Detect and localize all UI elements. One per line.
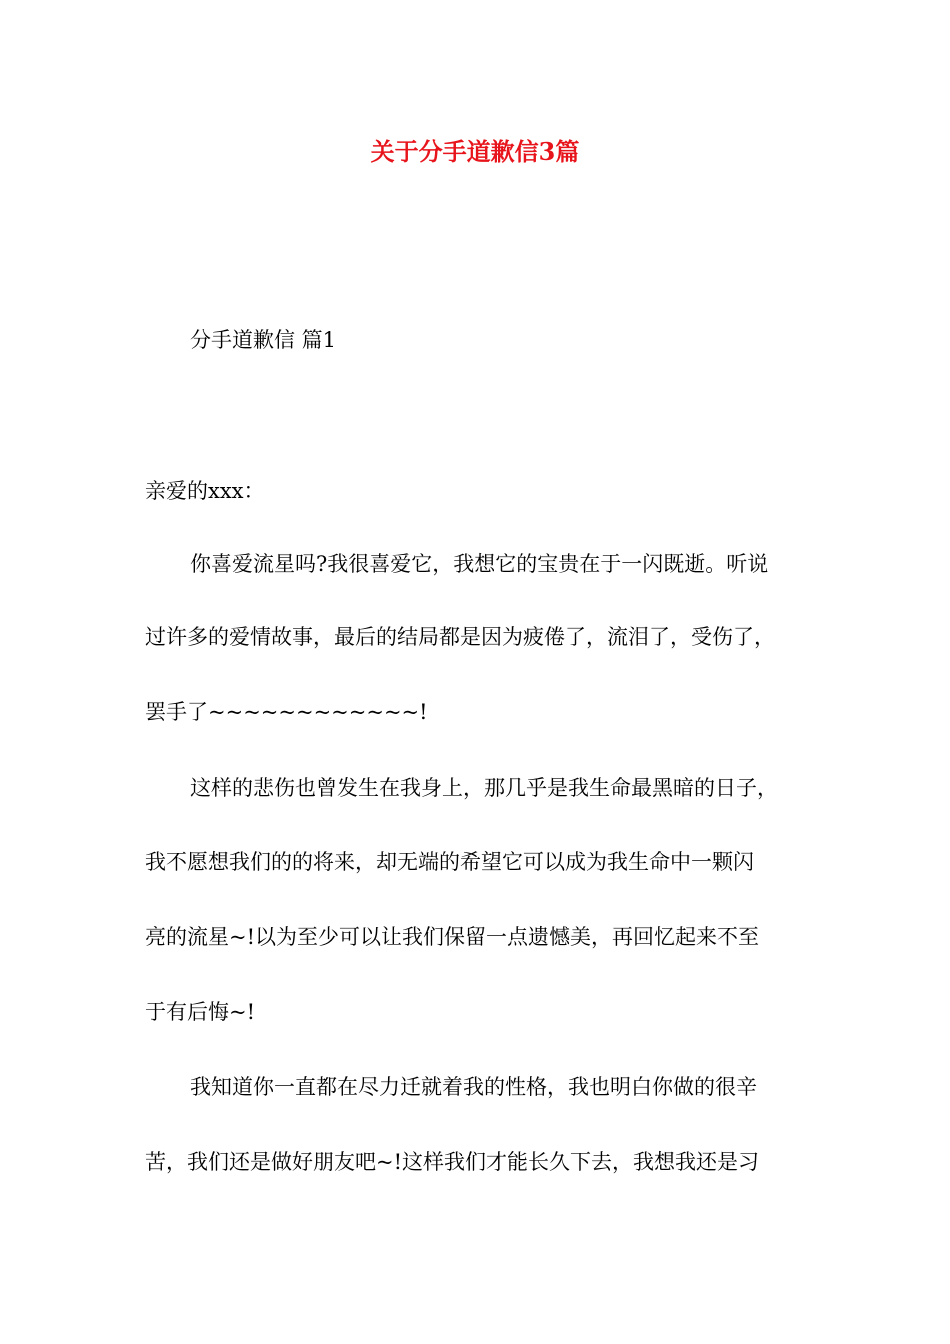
paragraph-line: 过许多的爱情故事，最后的结局都是因为疲倦了，流泪了，受伤了， xyxy=(145,625,775,649)
paragraph-line: 于有后悔~! xyxy=(145,1000,256,1024)
paragraph-line: 亮的流星~!以为至少可以让我们保留一点遗憾美，再回忆起来不至 xyxy=(145,925,760,949)
salutation: 亲爱的xxx： xyxy=(145,479,265,503)
paragraph-line: 我知道你一直都在尽力迁就着我的性格，我也明白你做的很辛 xyxy=(190,1075,757,1099)
section-heading: 分手道歉信 篇1 xyxy=(190,328,337,352)
paragraph-line: 你喜爱流星吗?我很喜爱它，我想它的宝贵在于一闪既逝。听说 xyxy=(190,552,769,576)
paragraph-line: 这样的悲伤也曾发生在我身上，那几乎是我生命最黑暗的日子， xyxy=(190,776,778,800)
paragraph-line: 苦，我们还是做好朋友吧~!这样我们才能长久下去，我想我还是习 xyxy=(145,1150,760,1174)
paragraph-line: 我不愿想我们的的将来，却无端的希望它可以成为我生命中一颗闪 xyxy=(145,850,754,874)
document-title: 关于分手道歉信3篇 xyxy=(370,137,580,166)
paragraph-line: 罢手了~~~~~~~~~~~~! xyxy=(145,700,428,724)
